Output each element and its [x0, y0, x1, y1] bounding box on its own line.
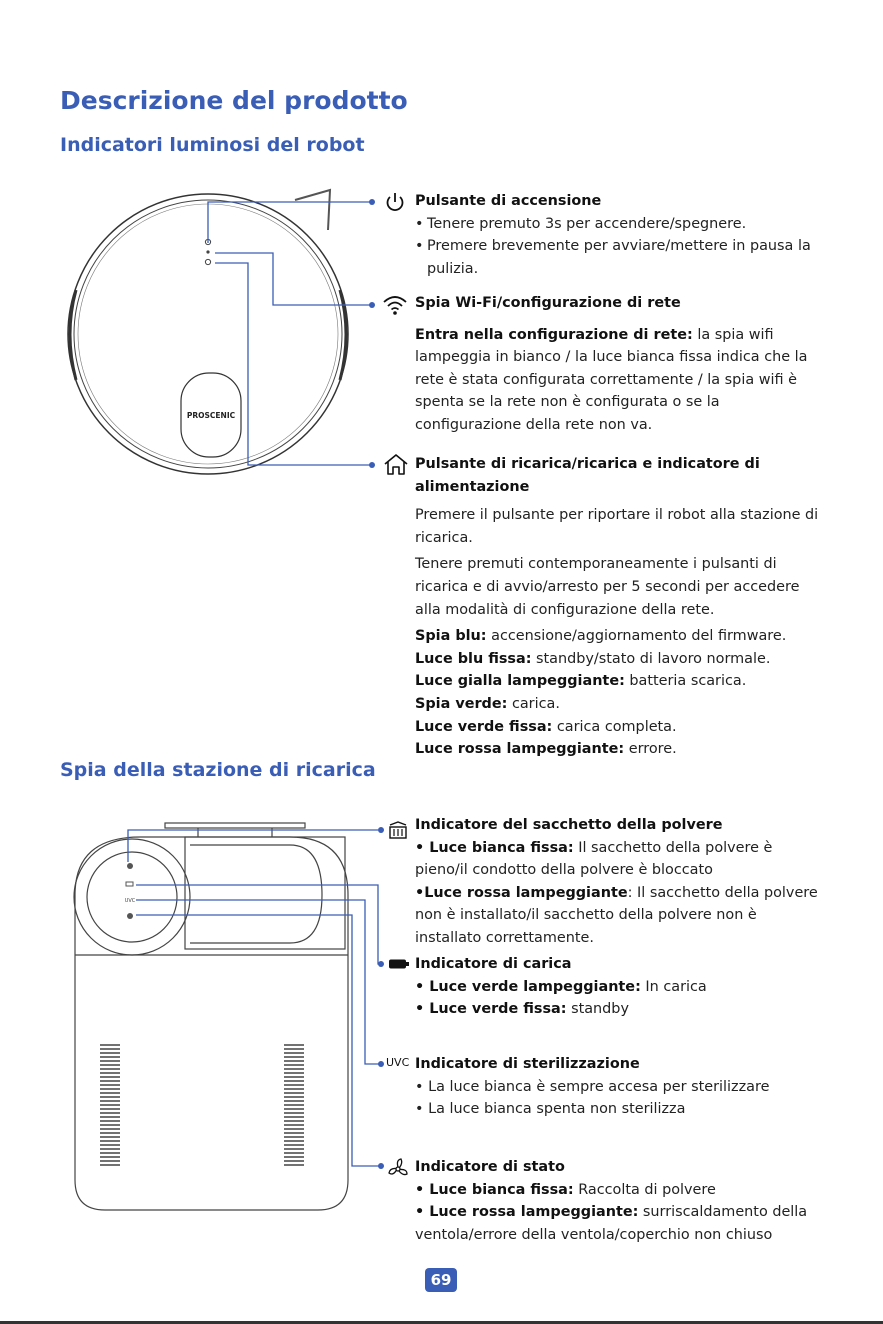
page-title: Descrizione del prodotto [60, 86, 408, 115]
state-line: Spia blu: accensione/aggiornamento del firmware. [415, 628, 787, 645]
list-item: • Tenere premuto 3s per accendere/spegnere. [415, 215, 747, 232]
list-item: •Luce rossa lampeggiante: Il sacchetto della polvere non è installato/il sacchetto della polvere non è installato correttamente. [415, 884, 818, 946]
battery-icon [388, 958, 410, 970]
list-item: • Luce bianca fissa: Raccolta di polvere [415, 1181, 716, 1198]
list-item: • Luce verde lampeggiante: In carica [415, 978, 707, 995]
home-title: Pulsante di ricarica/ricarica e indicatore di alimentazione [415, 456, 760, 495]
station-section-title: Spia della stazione di ricarica [60, 759, 376, 781]
sterilize-title: Indicatore di sterilizzazione [415, 1056, 640, 1072]
wifi-description: Spia Wi-Fi/configurazione di rete Entra nella configurazione di rete: la spia wifi lampeggia in bianco / la luce bianca fissa indica che la rete è stata configurata correttamente / la spia wifi è spenta se la rete non è configurata o se la configurazione della rete non va. [415, 292, 825, 437]
state-line: Luce blu fissa: standby/stato di lavoro normale. [415, 650, 771, 667]
svg-text:UVC: UVC [124, 898, 136, 904]
list-item: • Luce rossa lampeggiante: surriscaldamento della ventola/errore della ventola/coperchio non chiuso [415, 1204, 808, 1243]
home-icon [383, 453, 409, 477]
list-item: • La luce bianca spenta non sterilizza [415, 1101, 686, 1118]
sterilize-description [415, 1053, 825, 1121]
charge-title: Indicatore di carica [415, 956, 572, 972]
state-line: Luce gialla lampeggiante: batteria scarica. [415, 673, 747, 690]
state-line: Spia verde: carica. [415, 695, 560, 712]
dust-bag-icon [387, 820, 409, 840]
power-description [415, 190, 825, 280]
home-description: Pulsante di ricarica/ricarica e indicatore di alimentazione Premere il pulsante per riportare il robot alla stazione di ricarica. Tenere premuti contemporaneamente i pulsanti di ricarica e di avvio/arresto per 5 secondi per accedere alla modalità di configurazione della rete. Spia blu: accensione/aggiornamento del firmware. Luce blu fissa: standby/stato di lavoro normale. Luce gialla lampeggiante: batteria scarica. Spia verde: carica. Luce verde fissa: carica completa. Luce rossa lampeggiante: errore. [415, 453, 825, 761]
power-icon [384, 191, 406, 213]
list-item: • Luce verde fissa: standby [415, 1001, 629, 1018]
wifi-icon [382, 294, 408, 316]
list-item: • Luce bianca fissa: Il sacchetto della polvere è pieno/il condotto della polvere è bloccato [415, 839, 773, 879]
charge-description [415, 953, 825, 1021]
uvc-icon: UVC [386, 1056, 410, 1069]
fan-icon [386, 1157, 410, 1181]
power-title: Pulsante di accensione [415, 193, 602, 209]
status-title: Indicatore di stato [415, 1159, 565, 1175]
dustbag-title: Indicatore del sacchetto della polvere [415, 817, 723, 833]
list-item: • Premere brevemente per avviare/mettere in pausa la pulizia. [415, 238, 811, 277]
dustbag-description [415, 814, 825, 950]
status-description [415, 1156, 825, 1246]
page-number: 69 [425, 1268, 457, 1292]
state-line: Luce rossa lampeggiante: errore. [415, 741, 677, 758]
brand-logo: PROSCENIC [186, 411, 236, 420]
robot-section-title: Indicatori luminosi del robot [60, 134, 365, 156]
state-line: Luce verde fissa: carica completa. [415, 718, 677, 735]
list-item: • La luce bianca è sempre accesa per sterilizzare [415, 1078, 770, 1095]
wifi-title: Spia Wi-Fi/configurazione di rete [415, 295, 681, 311]
